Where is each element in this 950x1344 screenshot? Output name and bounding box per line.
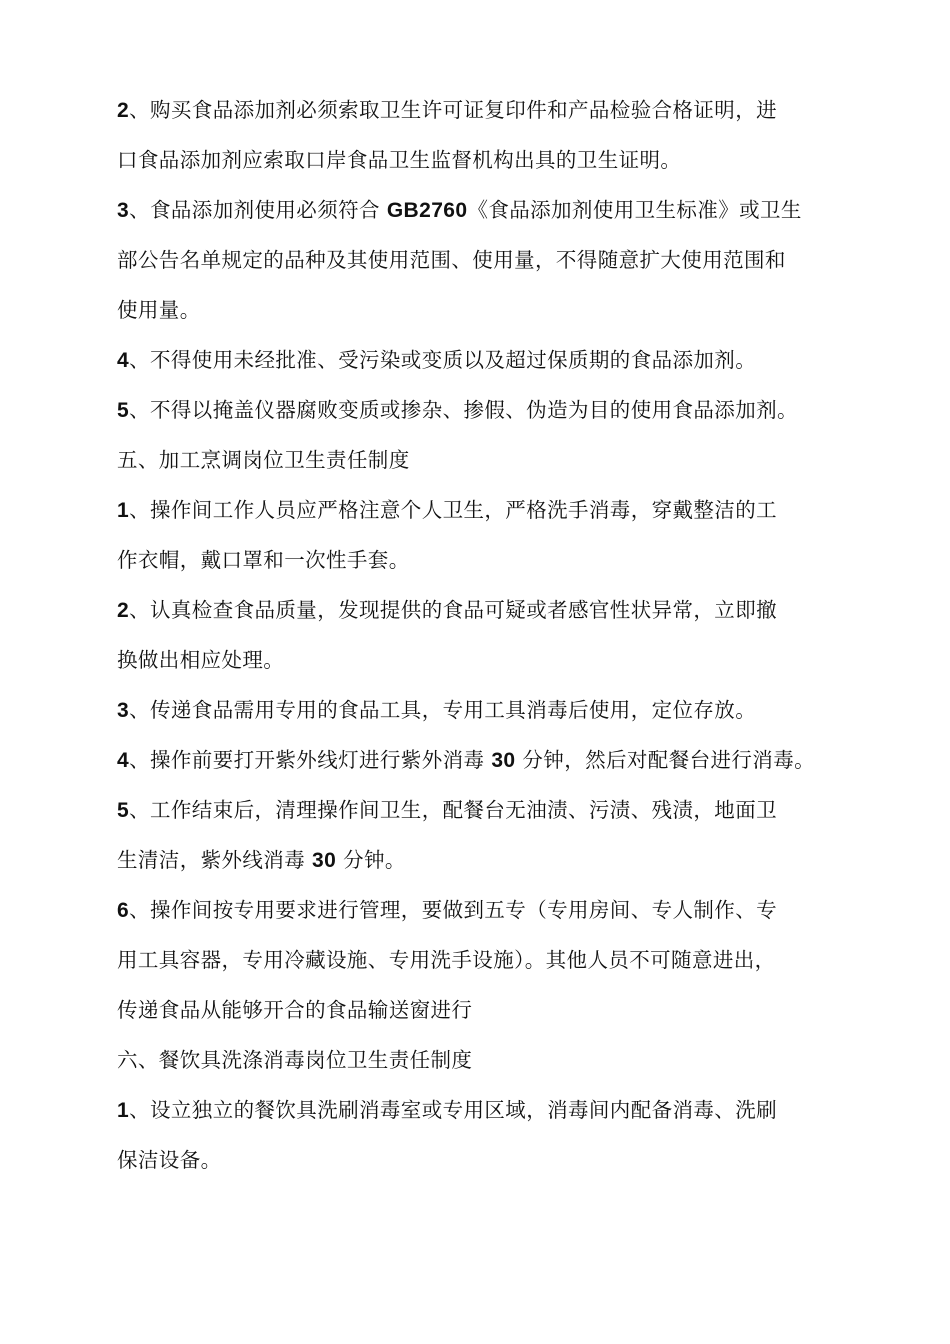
text-line: [117, 796, 857, 825]
section-heading: [117, 446, 857, 474]
text-line: [117, 496, 857, 525]
line-text: 口食品添加剂应索取口岸食品卫生监督机构出具的卫生证明。: [117, 148, 682, 172]
text-line: [117, 646, 857, 674]
line-text: 、设立独立的餐饮具洗刷消毒室或专用区域，消毒间内配备消毒、洗刷: [129, 1098, 777, 1122]
standard-code: GB2760: [386, 199, 468, 222]
text-line: [117, 996, 857, 1024]
line-text: 、购买食品添加剂必须索取卫生许可证复印件和产品检验合格证明，进: [129, 98, 777, 122]
text-line: [117, 196, 857, 225]
line-text: 、传递食品需用专用的食品工具，专用工具消毒后使用，定位存放。: [129, 698, 757, 722]
item-number: 2: [117, 599, 130, 622]
line-text: 、不得以掩盖仪器腐败变质或掺杂、掺假、伪造为目的使用食品添加剂。: [129, 398, 798, 422]
duration-value: 30: [491, 749, 516, 772]
item-number: 4: [117, 749, 130, 772]
text-line: [117, 596, 857, 625]
text-line: [117, 746, 857, 775]
line-text-tail: 《食品添加剂使用卫生标准》或卫生: [467, 198, 802, 222]
line-text: 、认真检查食品质量，发现提供的食品可疑或者感官性状异常，立即撤: [129, 598, 777, 622]
item-number: 2: [117, 99, 130, 122]
text-line: [117, 96, 857, 125]
line-text: 部公告名单规定的品种及其使用范围、使用量，不得随意扩大使用范围和: [117, 248, 786, 272]
text-line: [117, 296, 857, 324]
item-number: 3: [117, 699, 130, 722]
section-heading-text: 五、加工烹调岗位卫生责任制度: [117, 448, 410, 472]
text-line: [117, 1146, 857, 1174]
line-text: 、工作结束后，清理操作间卫生，配餐台无油渍、污渍、残渍，地面卫: [129, 798, 777, 822]
line-text: 用工具容器，专用冷藏设施、专用洗手设施）。其他人员不可随意进出，: [117, 948, 776, 972]
text-line: [117, 346, 857, 375]
item-number: 4: [117, 349, 130, 372]
line-text-tail: 分钟，然后对配餐台进行消毒。: [515, 748, 815, 772]
text-line: [117, 146, 857, 174]
line-text: 传递食品从能够开合的食品输送窗进行: [117, 998, 473, 1022]
line-text: 作衣帽，戴口罩和一次性手套。: [117, 548, 410, 572]
section-heading: [117, 1046, 857, 1074]
line-text: 、操作间按专用要求进行管理，要做到五专（专用房间、专人制作、专: [129, 898, 777, 922]
text-line: [117, 1096, 857, 1125]
text-line: [117, 696, 857, 725]
item-number: 5: [117, 799, 130, 822]
text-line: [117, 546, 857, 574]
text-line: [117, 846, 857, 875]
text-line: [117, 396, 857, 425]
line-text: 使用量。: [117, 298, 201, 322]
item-number: 3: [117, 199, 130, 222]
line-text: 换做出相应处理。: [117, 648, 285, 672]
section-heading-text: 六、餐饮具洗涤消毒岗位卫生责任制度: [117, 1048, 473, 1072]
line-text-tail: 分钟。: [336, 848, 406, 872]
line-text: 、操作前要打开紫外线灯进行紫外消毒: [129, 748, 492, 772]
line-text: 、不得使用未经批准、受污染或变质以及超过保质期的食品添加剂。: [129, 348, 757, 372]
item-number: 6: [117, 899, 130, 922]
line-text: 、食品添加剂使用必须符合: [129, 198, 387, 222]
line-text: 生清洁，紫外线消毒: [117, 848, 313, 872]
text-line: [117, 946, 857, 974]
line-text: 、操作间工作人员应严格注意个人卫生，严格洗手消毒，穿戴整洁的工: [129, 498, 777, 522]
line-text: 保洁设备。: [117, 1148, 222, 1172]
duration-value: 30: [312, 849, 337, 872]
text-line: [117, 896, 857, 925]
item-number: 1: [117, 499, 130, 522]
text-line: [117, 246, 857, 274]
item-number: 5: [117, 399, 130, 422]
item-number: 1: [117, 1099, 130, 1122]
